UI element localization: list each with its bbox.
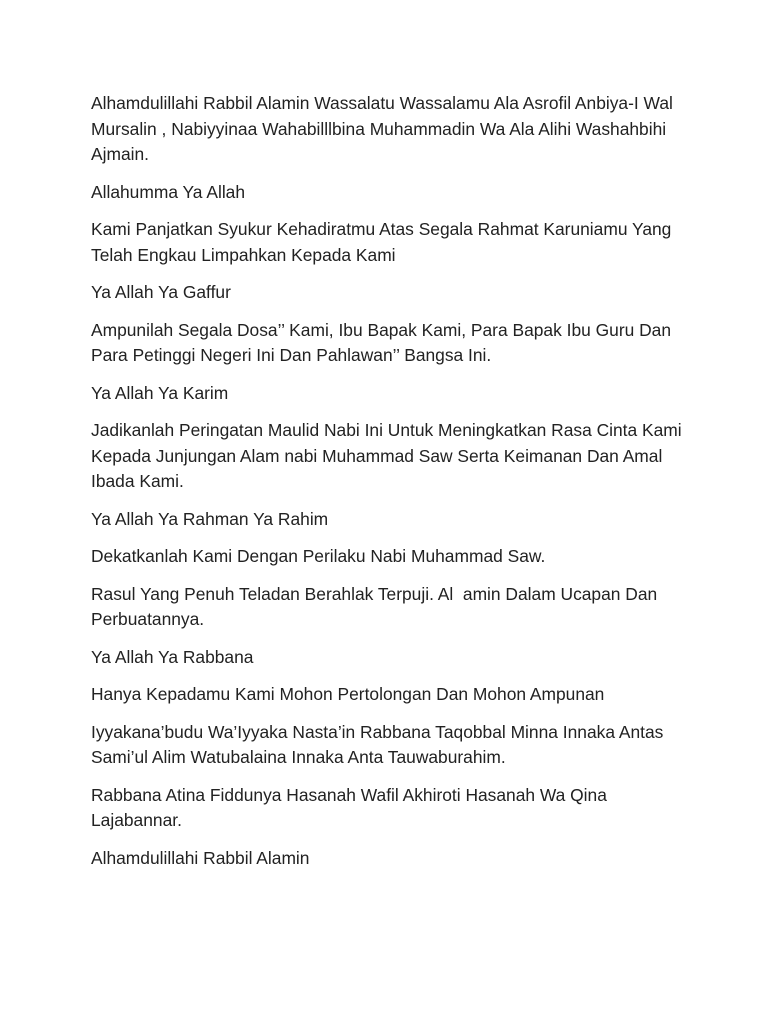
paragraph-invocation-rahman: Ya Allah Ya Rahman Ya Rahim	[91, 508, 329, 529]
paragraph-forgiveness: Ampunilah Segala Dosa’’ Kami, Ibu Bapak Kami, Para Bapak Ibu Guru Dan Para Petinggi Negeri Ini Dan Pahlawan’’ Bangsa Ini.	[91, 319, 676, 365]
paragraph-iyyaka: Iyyakana’budu Wa’Iyyaka Nasta’in Rabbana Taqobbal Minna Innaka Antas Sami’ul Alim Watubalaina Innaka Anta Tauwaburahim.	[91, 721, 669, 767]
paragraph-invocation-allahumma: Allahumma Ya Allah	[91, 181, 246, 202]
paragraph-invocation-gaffur: Ya Allah Ya Gaffur	[91, 282, 231, 302]
paragraph-invocation-rabbana: Ya Allah Ya Rabbana	[91, 646, 254, 667]
document-body	[91, 91, 691, 883]
paragraph-gratitude: Kami Panjatkan Syukur Kehadiratmu Atas Segala Rahmat Karuniamu Yang Telah Engkau Limpahkan Kepada Kami	[91, 219, 676, 265]
paragraph-help: Hanya Kepadamu Kami Mohon Pertolongan Dan Mohon Ampunan	[91, 684, 605, 704]
paragraph-invocation-karim: Ya Allah Ya Karim	[91, 382, 229, 403]
paragraph-conduct: Dekatkanlah Kami Dengan Perilaku Nabi Muhammad Saw.	[91, 546, 546, 566]
paragraph-maulid: Jadikanlah Peringatan Maulid Nabi Ini Untuk Meningkatkan Rasa Cinta Kami Kepada Junjungan Alam nabi Muhammad Saw Serta Keimanan Dan Amal Ibada Kami.	[91, 420, 687, 491]
paragraph-rasul: Rasul Yang Penuh Teladan Berahlak Terpuji. Al amin Dalam Ucapan Dan Perbuatannya.	[91, 583, 663, 629]
paragraph-rabbana-atina: Rabbana Atina Fiddunya Hasanah Wafil Akhiroti Hasanah Wa Qina Lajabannar.	[91, 784, 612, 830]
paragraph-closing-praise: Alhamdulillahi Rabbil Alamin	[91, 847, 310, 868]
paragraph-opening-praise: Alhamdulillahi Rabbil Alamin Wassalatu Wassalamu Ala Asrofil Anbiya-I Wal Mursalin , Nabiyyinaa Wahabilllbina Muhammadin Wa Ala Alihi Washahbihi Ajmain.	[91, 93, 678, 164]
